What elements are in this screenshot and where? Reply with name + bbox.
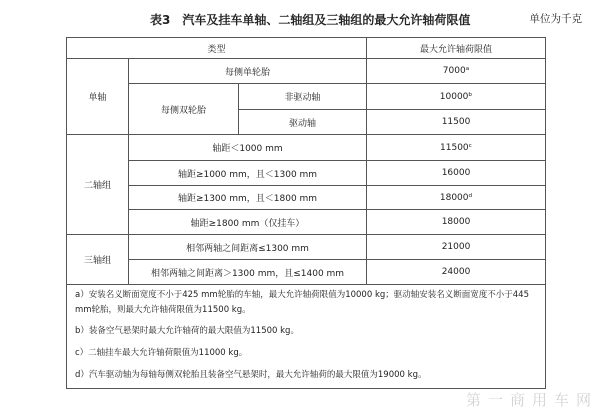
note-d: d）汽车驱动轴为每轴每侧双轮胎且装备空气悬架时，最大允许轴荷的最大限值为19000 kg。 [75,370,427,380]
dual-tire-label: 每侧双轮胎 [129,84,239,135]
table-row [67,210,546,235]
group-single-axle: 单轴 [67,59,129,135]
group-two-axle: 二轴组 [67,135,129,235]
single-tire-label: 每侧单轮胎 [129,59,367,84]
header-limit: 最大允许轴荷限值 [367,38,546,59]
two-axle-value: 16000 [367,161,546,186]
table-row [67,84,546,110]
three-axle-value: 24000 [367,260,546,285]
two-axle-label: 轴距≥1000 mm，且＜1300 mm [129,161,367,186]
table-title: 表3 汽车及挂车单轴、二轴组及三轴组的最大允许轴荷限值 [150,13,471,27]
non-drive-label: 非驱动轴 [239,84,367,110]
table-row [67,135,546,161]
two-axle-value: 18000ᵈ [367,186,546,210]
non-drive-value: 10000ᵇ [367,84,546,110]
note-a: a）安装名义断面宽度不小于425 mm轮胎的车轴，最大允许轴荷限值为10000 kg；驱动轴安装名义断面宽度不小于445 mm轮胎，则最大允许轴荷限值为11500 kg。 [75,290,529,315]
two-axle-value: 11500ᶜ [367,135,546,161]
unit-label: 单位为千克 [529,13,582,25]
three-axle-label: 相邻两轴之间距离＞1300 mm，且≤1400 mm [129,260,367,285]
table-row [67,59,546,84]
watermark: 第一商用车网 [465,391,598,409]
two-axle-value: 18000 [367,210,546,235]
note-c: c）二轴挂车最大允许轴荷限值为11000 kg。 [75,348,248,358]
table-row [67,186,546,210]
table-row [67,161,546,186]
header-type: 类型 [67,38,367,59]
two-axle-label: 轴距≥1800 mm（仅挂车） [129,210,367,235]
three-axle-value: 21000 [367,235,546,260]
two-axle-label: 轴距≥1300 mm，且＜1800 mm [129,186,367,210]
group-three-axle: 三轴组 [67,235,129,285]
notes-row [67,285,546,389]
axle-load-limits-table [66,37,546,389]
drive-value: 11500 [367,110,546,135]
note-b: b）装备空气悬架时最大允许轴荷的最大限值为11500 kg。 [75,326,299,336]
notes-cell [67,285,546,389]
table-header-row [67,38,546,59]
table-title-row [0,11,604,29]
table-row [67,260,546,285]
table-row [67,235,546,260]
single-tire-value: 7000ᵃ [367,59,546,84]
drive-label: 驱动轴 [239,110,367,135]
three-axle-label: 相邻两轴之间距离≤1300 mm [129,235,367,260]
two-axle-label: 轴距＜1000 mm [129,135,367,161]
